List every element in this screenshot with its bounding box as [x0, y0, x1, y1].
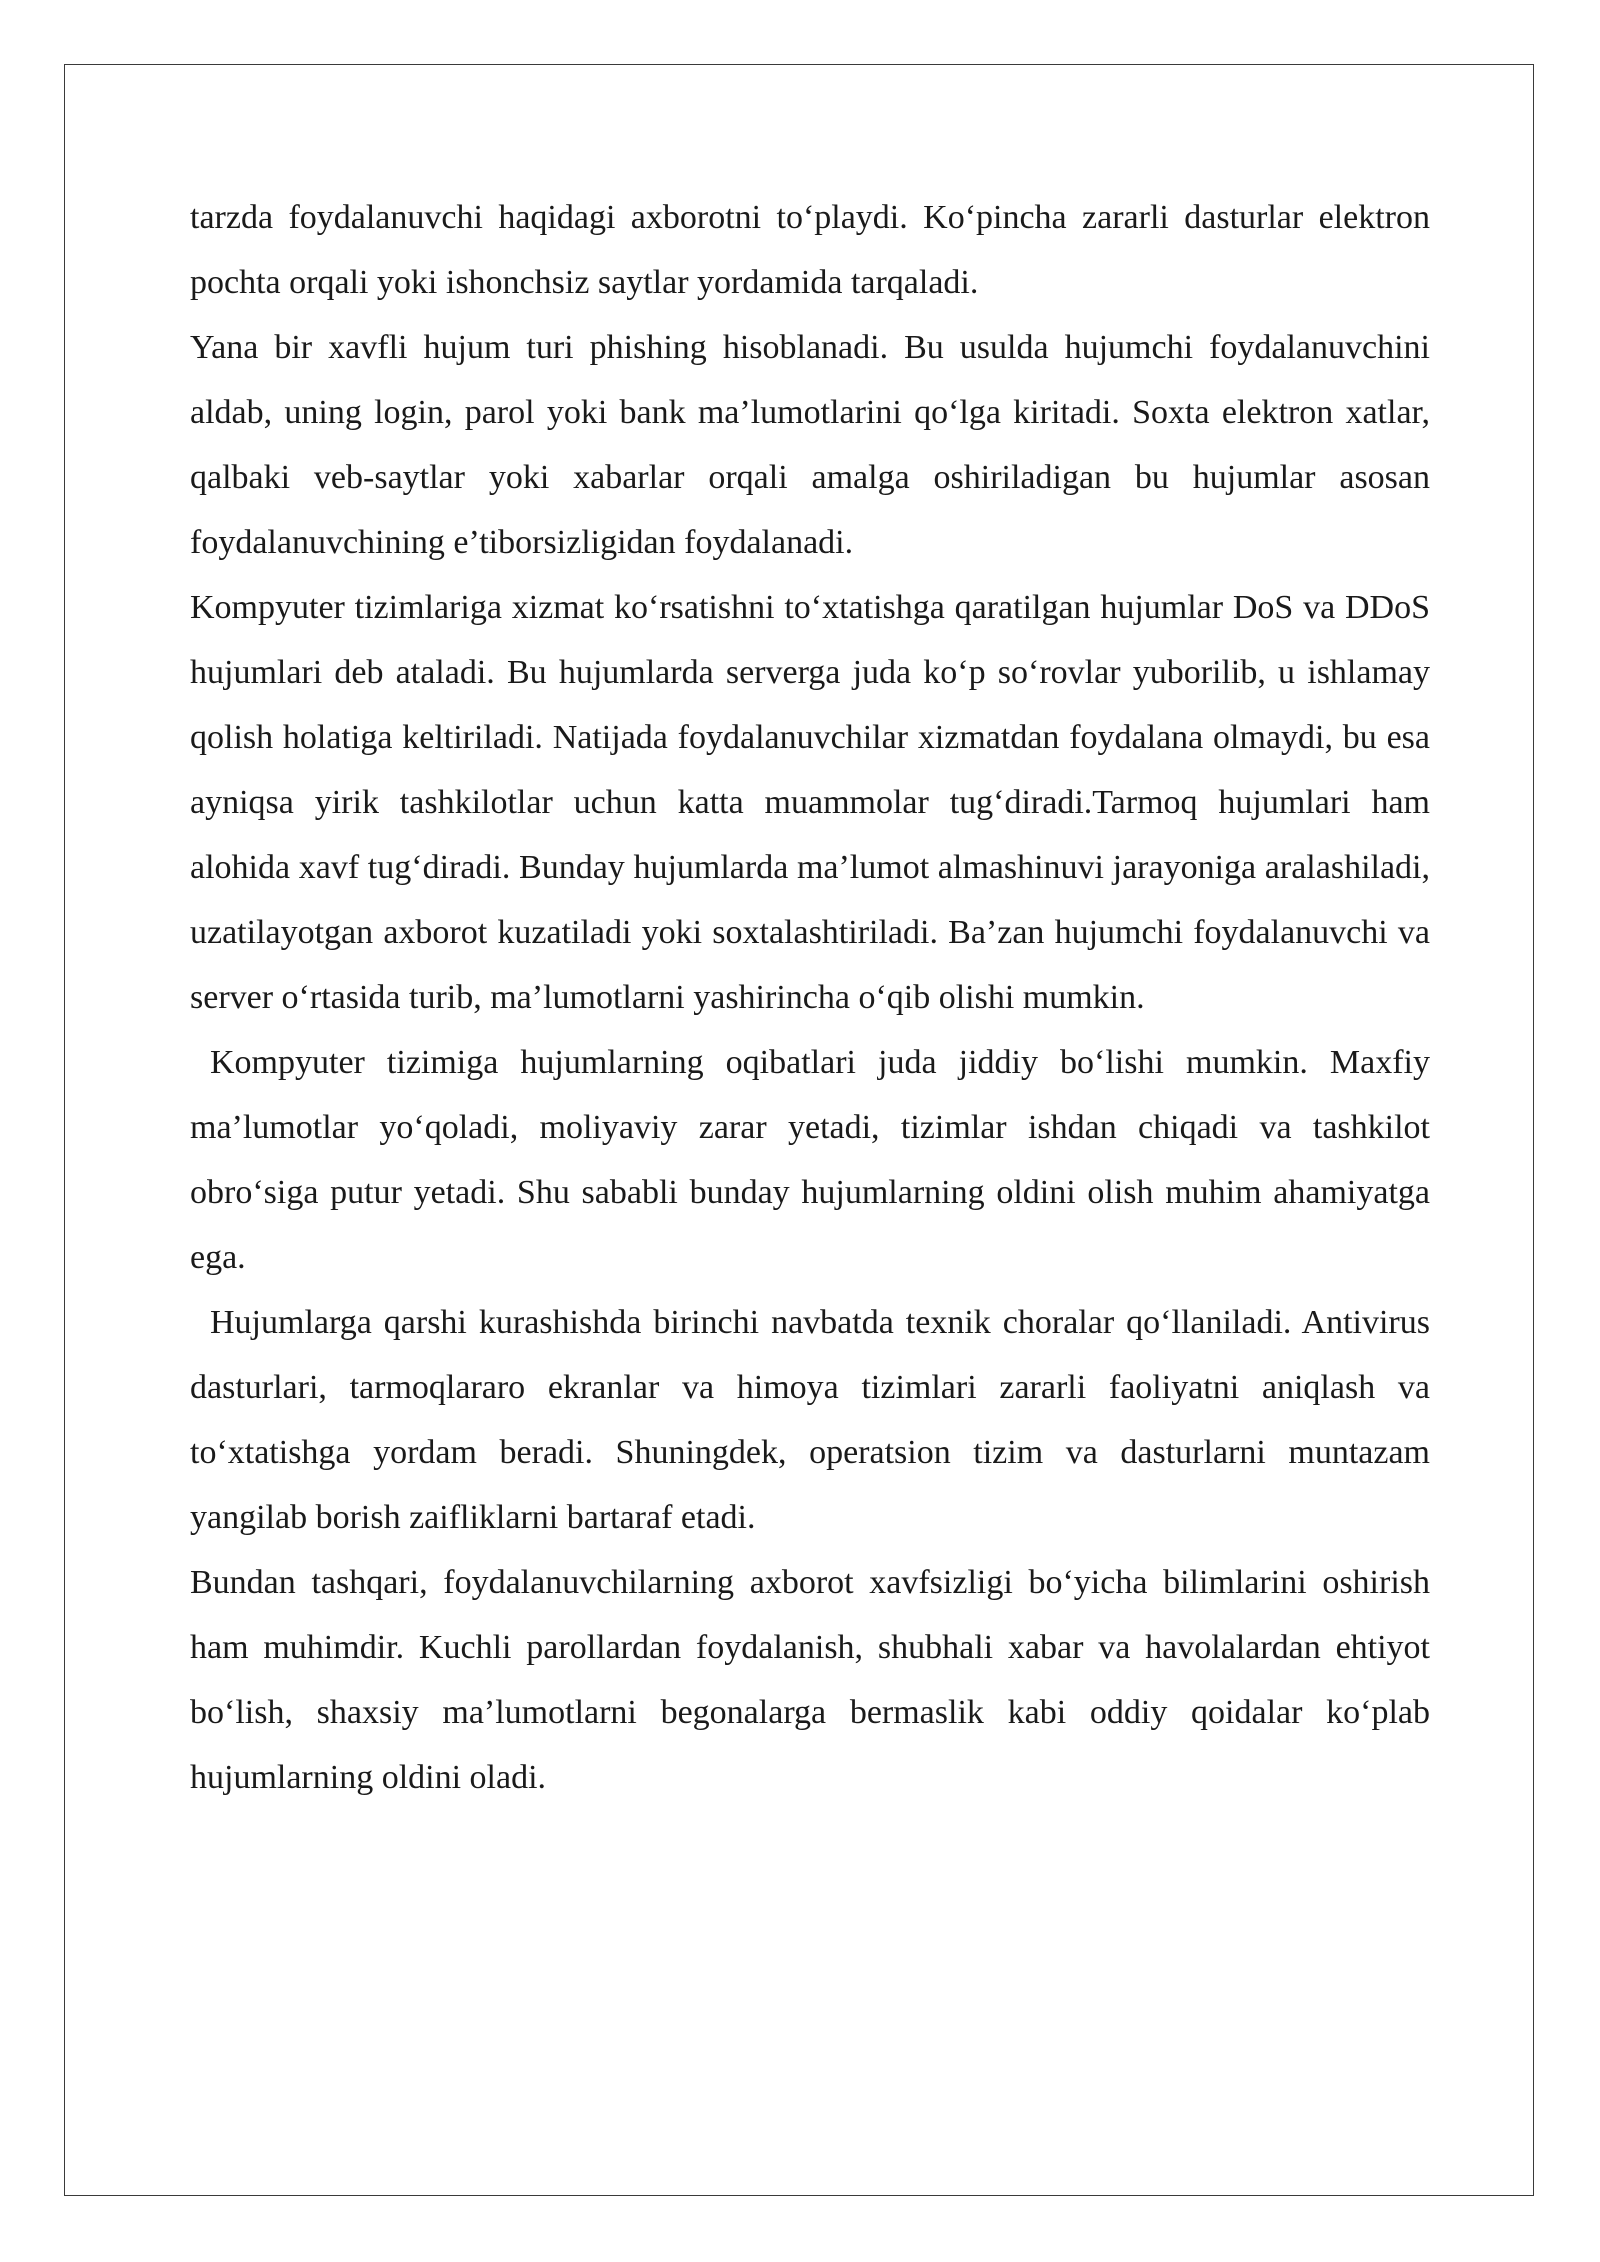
document-body: [190, 185, 1430, 1810]
paragraph-3: Kompyuter tizimlariga xizmat ko‘rsatishni to‘xtatishga qaratilgan hujumlar DoS va DDoS hujumlari deb ataladi. Bu hujumlarda serverga juda ko‘p so‘rovlar yuborilib, u ishlamay qolish holatiga keltiriladi. Natijada foydalanuvchilar xizmatdan foydalana olmaydi, bu esa ayniqsa yirik tashkilotlar uchun katta muammolar tug‘diradi.Tarmoq hujumlari ham alohida xavf tug‘diradi. Bunday hujumlarda ma’lumot almashinuvi jarayoniga aralashiladi, uzatilayotgan axborot kuzatiladi yoki soxtalashtiriladi. Ba’zan hujumchi foydalanuvchi va server o‘rtasida turib, ma’lumotlarni yashirincha o‘qib olishi mumkin.: [190, 589, 1430, 1016]
paragraph-1: tarzda foydalanuvchi haqidagi axborotni to‘playdi. Ko‘pincha zararli dasturlar elektron pochta orqali yoki ishonchsiz saytlar yordamida tarqaladi.: [190, 199, 1430, 301]
paragraph-5: Hujumlarga qarshi kurashishda birinchi navbatda texnik choralar qo‘llaniladi. Antivirus dasturlari, tarmoqlararo ekranlar va himoya tizimlari zararli faoliyatni aniqlash va to‘xtatishga yordam beradi. Shuningdek, operatsion tizim va dasturlarni muntazam yangilab borish zaifliklarni bartaraf etadi.: [190, 1304, 1430, 1536]
paragraph-2: Yana bir xavfli hujum turi phishing hisoblanadi. Bu usulda hujumchi foydalanuvchini aldab, uning login, parol yoki bank ma’lumotlarini qo‘lga kiritadi. Soxta elektron xatlar, qalbaki veb-saytlar yoki xabarlar orqali amalga oshiriladigan bu hujumlar asosan foydalanuvchining e’tiborsizligidan foydalanadi.: [190, 329, 1430, 561]
paragraph-6: Bundan tashqari, foydalanuvchilarning axborot xavfsizligi bo‘yicha bilimlarini oshirish ham muhimdir. Kuchli parollardan foydalanish, shubhali xabar va havolalardan ehtiyot bo‘lish, shaxsiy ma’lumotlarni begonalarga bermaslik kabi oddiy qoidalar ko‘plab hujumlarning oldini oladi.: [190, 1564, 1430, 1796]
paragraph-4: Kompyuter tizimiga hujumlarning oqibatlari juda jiddiy bo‘lishi mumkin. Maxfiy ma’lumotlar yo‘qoladi, moliyaviy zarar yetadi, tizimlar ishdan chiqadi va tashkilot obro‘siga putur yetadi. Shu sababli bunday hujumlarning oldini olish muhim ahamiyatga ega.: [190, 1044, 1430, 1276]
